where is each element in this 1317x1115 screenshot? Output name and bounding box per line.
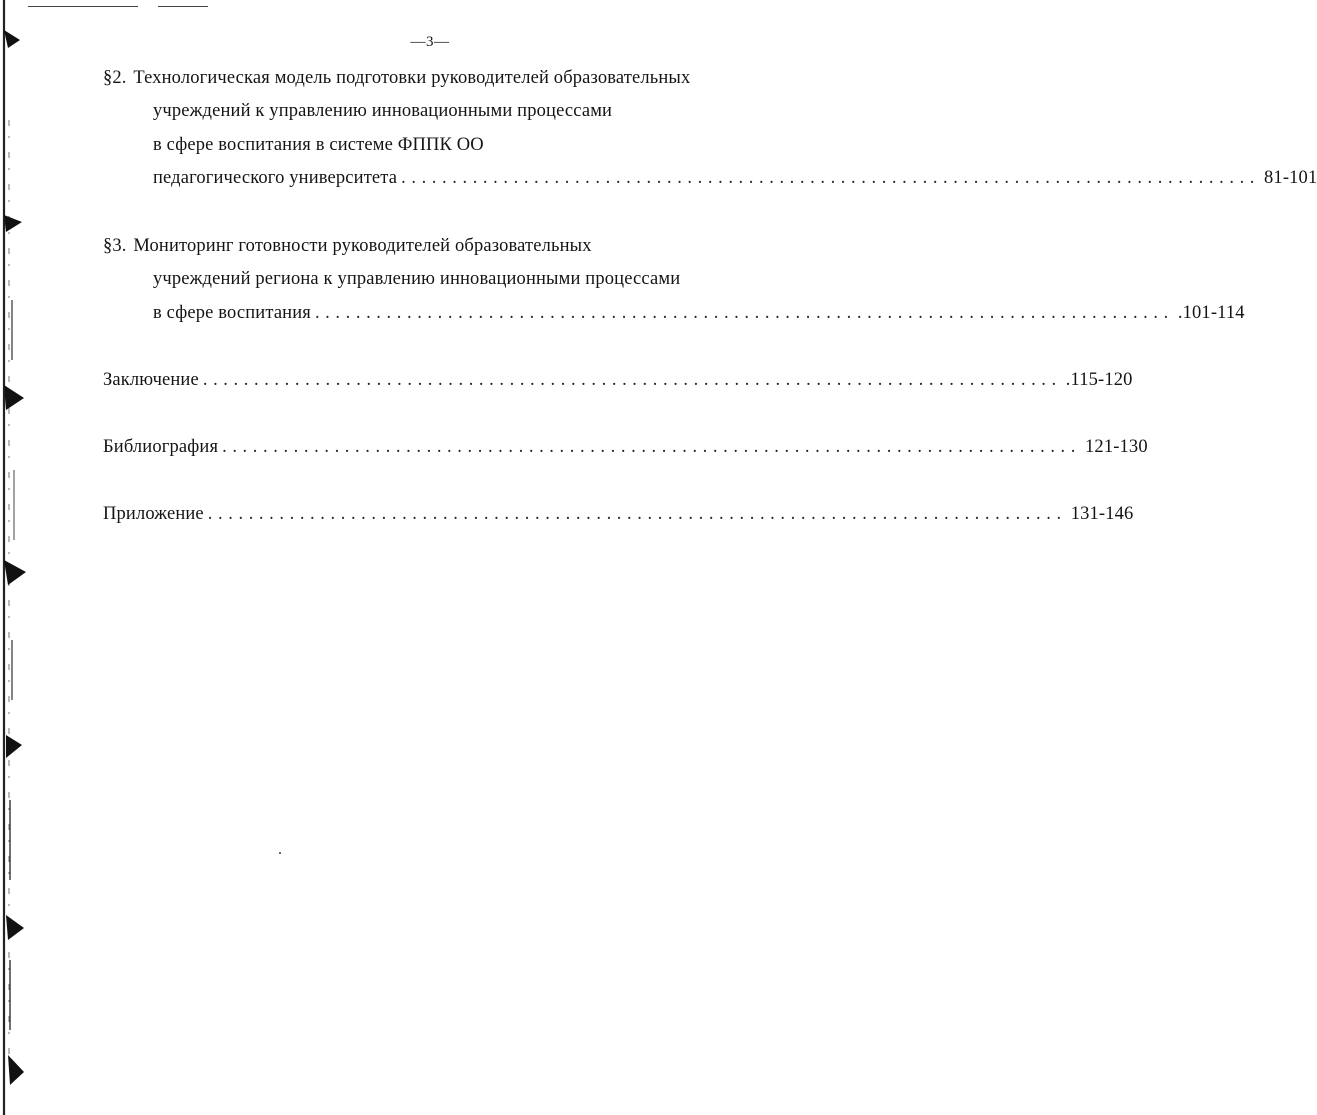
toc-text: педагогического университета (153, 168, 398, 188)
toc-section3-line-3 (153, 302, 1245, 324)
toc-section2-line-2: учреждений к управлению инновационными процессами (153, 101, 613, 121)
toc-page-range: 131-146 (1070, 504, 1134, 524)
dot-leader: .................................................................................... (202, 370, 1062, 390)
toc-section2-line-1 (103, 67, 690, 89)
toc-section2-line-3: в сфере воспитания в системе ФППК ОО (153, 135, 484, 155)
section-mark: §3. (103, 236, 127, 256)
top-rule-artifact (28, 6, 138, 7)
dot-leader: .................................................................................... (401, 168, 1261, 188)
toc-text: в сфере воспитания (153, 303, 311, 323)
toc-section3-line-2: учреждений региона к управлению инновационными процессами (153, 269, 681, 289)
toc-page-range: 81-101 (1264, 168, 1317, 188)
toc-text: Заключение (103, 370, 199, 390)
toc-text: Технологическая модель подготовки руководителей образовательных (133, 68, 691, 88)
dot-leader: .................................................................................... (207, 504, 1067, 524)
toc-page-range: .115-120 (1065, 370, 1133, 390)
top-rule-artifact (158, 6, 208, 7)
toc-page-range: .101-114 (1177, 303, 1245, 323)
toc-conclusion (103, 369, 1133, 391)
binding-edge-artifact (0, 0, 30, 1115)
toc-appendix (103, 503, 1134, 525)
toc-section3-line-1 (103, 235, 592, 257)
section-mark: §2. (103, 68, 127, 88)
speck-artifact (279, 852, 281, 854)
dot-leader: .................................................................................... (314, 303, 1174, 323)
toc-text: Мониторинг готовности руководителей образовательных (133, 236, 592, 256)
toc-text: Приложение (103, 504, 204, 524)
toc-section2-line-4 (153, 167, 1317, 189)
dot-leader: .................................................................................... (222, 437, 1082, 457)
page-number: —3— (410, 34, 450, 50)
toc-text: Библиография (103, 437, 219, 457)
toc-bibliography (103, 436, 1148, 458)
toc-page-range: 121-130 (1085, 437, 1148, 457)
